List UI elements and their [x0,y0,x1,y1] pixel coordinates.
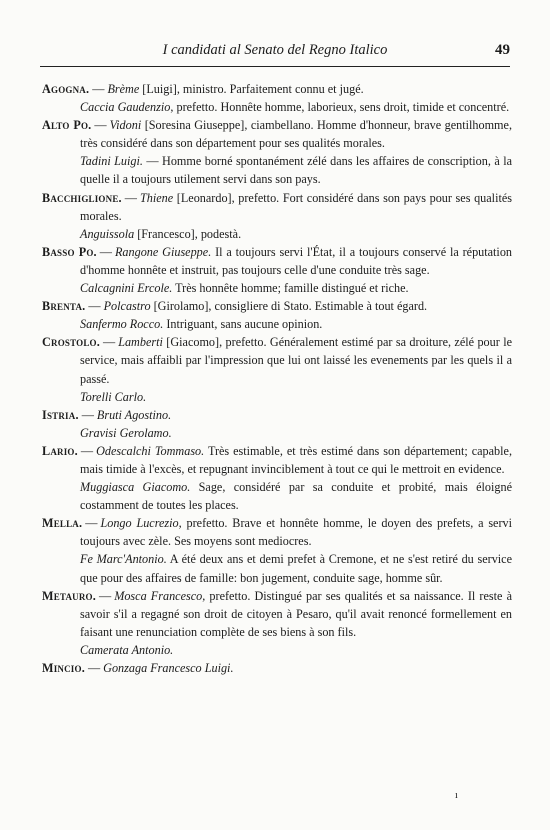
alternate-description: Très honnête homme; famille distingué et riche. [172,281,409,296]
candidate-description: prefetto. Brave et honnête homme, le doyen des prefets, a servi toujours avec zèle. Ses moyens sont mediocres. [80,516,513,549]
alternate-candidate [80,424,512,442]
entry [42,297,512,333]
candidate-description: [Soresina Giuseppe], ciambellano. Homme d'honneur, brave gentilhomme, très considéré dans son département pour ses qualités morales. [80,118,512,151]
alternate-candidate [80,388,512,406]
alternate-candidate [80,478,512,514]
running-title: I candidati al Senato del Regno Italico [162,42,388,58]
entry [42,189,512,243]
candidate-name: Brème [107,82,140,96]
dash: — [81,407,94,422]
alternate-description: A été deux ans et demi prefet à Cremone, et ne s'est retiré du service que pour des affaires de famille: bon jugement, conduite sage, homme sûr. [80,552,512,585]
dash: — [85,516,98,531]
alternate-candidate [80,225,512,243]
entry [42,333,512,405]
district-name: Agogna. [42,82,90,96]
entry-main [42,297,512,315]
dash: — [99,588,112,603]
entry [42,243,512,297]
candidate-name: Vidoni [109,118,142,133]
entry-main [42,243,513,279]
alternate-name: Gravisi Gerolamo. [80,425,172,440]
candidate-name: Lamberti [118,335,163,350]
alternate-name: Caccia Gaudenzio [80,100,171,115]
entry-main [42,406,512,424]
dash: — [92,82,105,96]
alternate-candidate [80,152,512,188]
entry [42,442,512,514]
candidate-description: [Giacomo], prefetto. Généralement estimé par sa droiture, zélé pour le service, mais affaibli par l'impression que lui ont laissé les evenements par les quels il a passé. [80,335,512,386]
district-name: Basso Po. [42,244,97,259]
dash: — [94,118,107,133]
entry [42,659,512,677]
alternate-name: Camerata Antonio. [80,642,174,657]
dash: — [80,443,94,458]
district-name: Bacchiglione. [42,190,122,205]
page-header [40,40,510,67]
alternate-name: Torelli Carlo. [80,389,147,404]
alternate-description: — Homme borné spontanément zélé dans les affaires de conscription, à la quelle il a toujours utilement servi dans son pays. [80,154,513,187]
candidate-description: prefetto. Distingué par ses qualités et sa naissance. Il reste à savoir s'il a regagné son droit de citoyen à Pesaro, qu'il avait renoncé formellement en faisant une renunciation complète de ses biens à son fils. [80,588,512,639]
entry-main [42,333,512,387]
candidate-description: [Girolamo], consigliere di Stato. Estimable à tout égard. [150,299,428,314]
district-name: Mincio. [42,661,85,675]
candidate-name: Mosca Francesco, [114,588,206,603]
entry-main [42,442,512,478]
dash: — [87,661,101,675]
district-name: Metauro. [42,588,96,603]
dash: — [99,244,112,259]
entry-main [42,514,513,550]
alternate-name: Sanfermo Rocco. [80,317,164,332]
page-number: 49 [495,42,510,58]
alternate-candidate [80,98,512,116]
alternate-description: , prefetto. Honnête homme, laborieux, sens droit, timide et concentré. [170,100,510,115]
candidate-name: Longo Lucrezio, [100,516,182,531]
district-name: Crostolo. [42,335,100,350]
alternate-name: Tadini Luigi. [80,154,143,169]
footer-mark: ı [455,790,458,801]
entry-main [42,116,512,152]
alternate-candidate [80,550,512,586]
entry [42,587,512,659]
dash: — [88,299,101,314]
dash: — [103,335,116,350]
candidate-description: [Luigi], ministro. Parfaitement connu et jugé. [139,82,364,96]
alternate-name: Calcagnini Ercole. [80,281,173,296]
candidate-name: Odescalchi Tommaso. [96,443,205,458]
entry [42,80,512,116]
entry-main [42,587,512,641]
alternate-candidate [80,641,512,659]
alternate-candidate [80,279,512,297]
dash: — [124,190,137,205]
entry [42,116,512,188]
candidate-description: Très estimable, et très estimé dans son département; capable, mais timide à l'excès, et repugnant invinciblement à tout ce qui le mettroit en evidence. [80,443,512,476]
candidate-name: Polcastro [103,299,151,314]
candidate-name: Bruti Agostino. [96,407,172,422]
entries-list [42,80,512,677]
candidate-name: Thiene [139,190,174,205]
alternate-description: Sage, considéré par sa conduite et probité, mais éloigné costamment de toutes les places. [80,480,512,513]
entry [42,406,512,442]
alternate-name: Muggiasca Giacomo. [80,480,191,495]
alternate-name: Anguissola [80,226,135,241]
entry [42,514,512,586]
candidate-description: Il a toujours servi l'État, il a toujours conservé la réputation d'homme honnête et instruit, pas toujours celle d'une conduite très sage. [80,244,513,277]
entry-main [42,659,512,677]
alternate-candidate [80,315,512,333]
candidate-name: Rangone Giuseppe. [114,244,212,259]
candidate-description: [Leonardo], prefetto. Fort considéré dans son pays pour ses qualités morales. [80,190,512,223]
district-name: Brenta. [42,299,86,314]
district-name: Mella. [42,516,83,531]
alternate-description: Intriguant, sans aucune opinion. [163,317,323,332]
entry-main [42,80,512,98]
district-name: Alto Po. [42,118,92,133]
alternate-name: Fe Marc'Antonio. [80,552,167,567]
district-name: Istria. [42,407,79,422]
district-name: Lario. [42,443,78,458]
alternate-description: [Francesco], podestà. [134,226,242,241]
entry-main [42,189,512,225]
candidate-name: Gonzaga Francesco Luigi. [103,661,234,675]
